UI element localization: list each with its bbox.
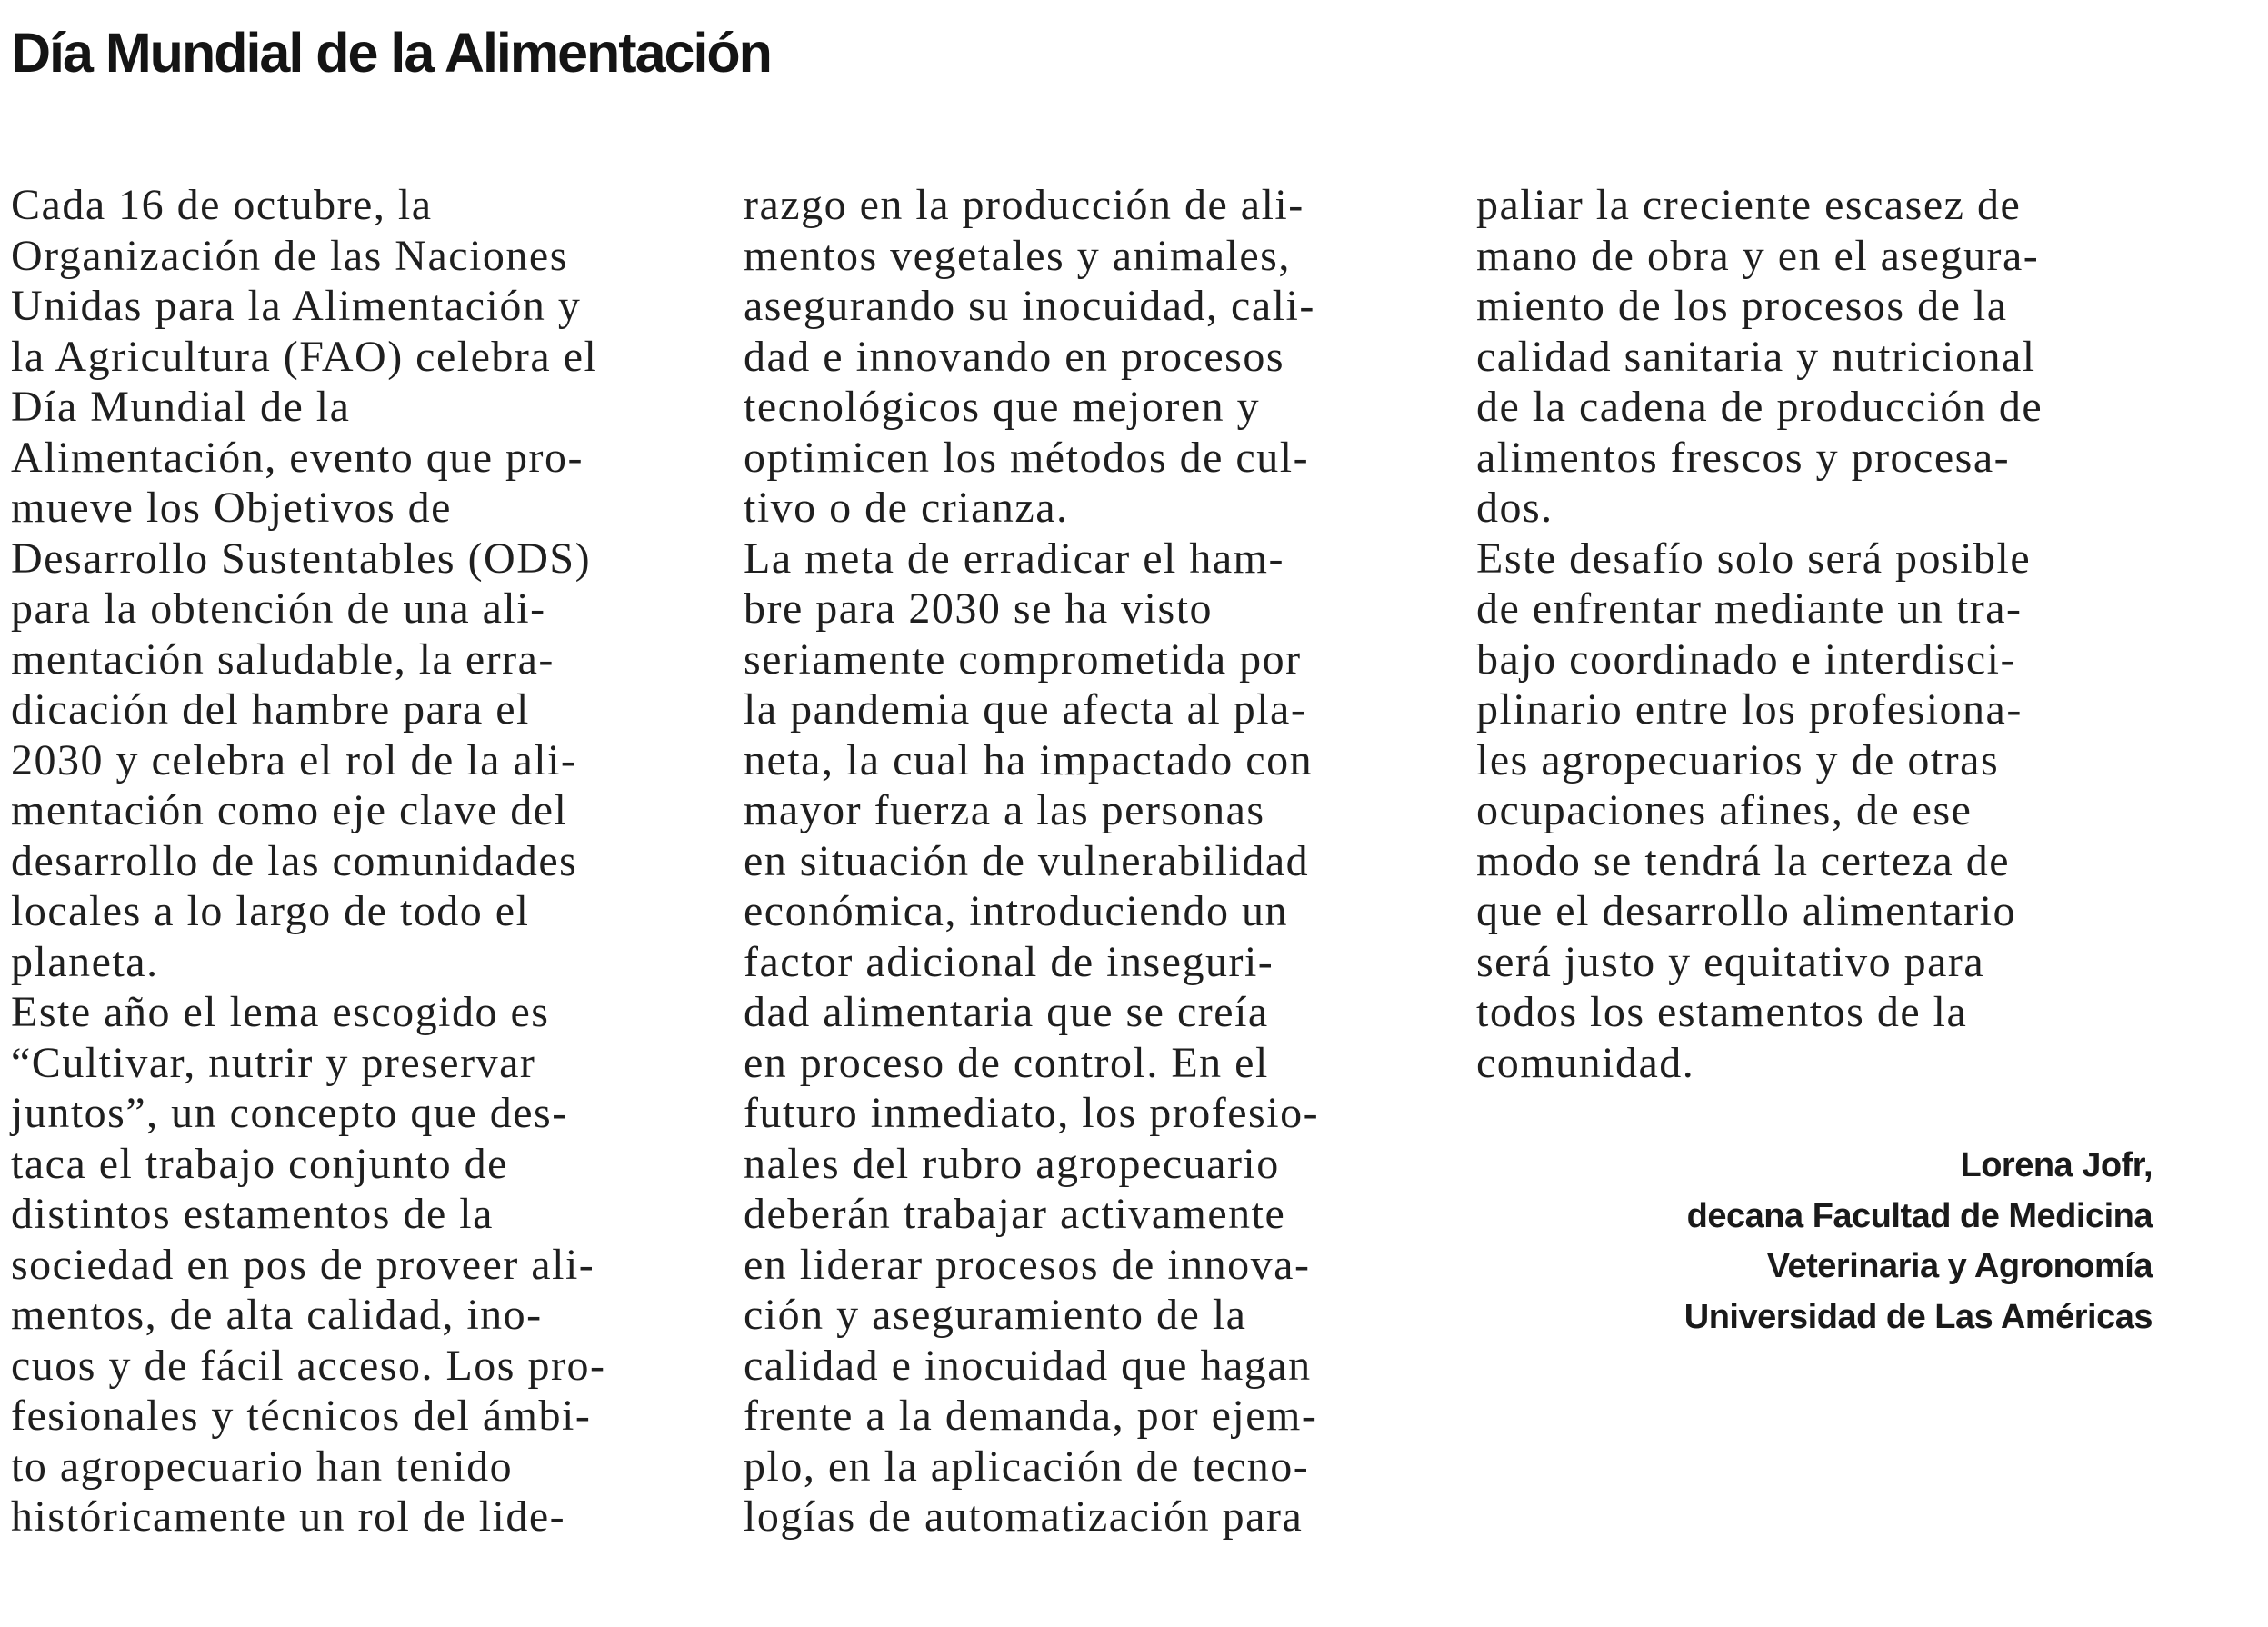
text-line: dicación del hambre para el: [11, 685, 530, 734]
text-line: Desarrollo Sustentables (ODS): [11, 534, 592, 583]
text-line: Unidas para la Alimentación y: [11, 282, 582, 330]
text-line: que el desarrollo alimentario: [1476, 887, 2016, 935]
text-line: razgo en la producción de ali-: [744, 181, 1304, 229]
text-line: Este año el lema escogido es: [11, 988, 550, 1036]
text-line: mentos, de alta calidad, ino-: [11, 1291, 543, 1339]
text-line: sociedad en pos de proveer ali-: [11, 1240, 595, 1289]
text-line: tivo o de crianza.: [744, 484, 1069, 532]
text-line: mentación como eje clave del: [11, 786, 568, 834]
text-line: todos los estamentos de la: [1476, 988, 1968, 1036]
author-name: Lorena Jofr,: [1960, 1146, 2153, 1184]
text-line: plo, en la aplicación de tecno-: [744, 1442, 1310, 1491]
text-line: bajo coordinado e interdisci-: [1476, 634, 2016, 684]
text-line: económica, introduciendo un: [744, 887, 1288, 935]
text-line: modo se tendrá la certeza de: [1476, 836, 2011, 885]
text-line: to agropecuario han tenido: [11, 1442, 514, 1491]
text-line: dad e innovando en procesos: [744, 332, 1285, 381]
text-line: factor adicional de inseguri-: [744, 937, 1274, 986]
author-title: Veterinaria y Agronomía: [1766, 1247, 2153, 1285]
text-line: distintos estamentos de la: [11, 1190, 494, 1238]
headline: Día Mundial de la Alimentación: [11, 22, 771, 84]
text-line: bre para 2030 se ha visto: [744, 584, 1214, 633]
text-line: futuro inmediato, los profesio-: [744, 1089, 1320, 1137]
text-line: Día Mundial de la: [11, 383, 351, 431]
text-line: juntos”, un concepto que des-: [11, 1089, 568, 1137]
text-line: de la cadena de producción de: [1476, 383, 2043, 431]
text-line: mentación saludable, la erra-: [11, 634, 555, 684]
author-signature: [1684, 1141, 2153, 1343]
text-line: dos.: [1476, 484, 1554, 532]
text-line: comunidad.: [1476, 1038, 1695, 1087]
text-line: la Agricultura (FAO) celebra el: [11, 332, 598, 381]
text-line: ocupaciones afines, de ese: [1476, 786, 1973, 834]
text-line: Organización de las Naciones: [11, 231, 568, 280]
text-line: ción y aseguramiento de la: [744, 1291, 1247, 1339]
text-line: en proceso de control. En el: [744, 1038, 1269, 1087]
text-line: mentos vegetales y animales,: [744, 231, 1291, 280]
text-line: desarrollo de las comunidades: [11, 836, 578, 885]
text-line: Alimentación, evento que pro-: [11, 433, 584, 482]
text-line: logías de automatización para: [744, 1492, 1304, 1541]
text-line: mueve los Objetivos de: [11, 484, 452, 532]
article-column-1: [11, 180, 711, 1542]
author-title: decana Facultad de Medicina: [1686, 1196, 2153, 1235]
text-line: 2030 y celebra el rol de la ali-: [11, 735, 577, 784]
text-line: Cada 16 de octubre, la: [11, 181, 433, 229]
text-line: dad alimentaria que se creía: [744, 988, 1269, 1036]
text-line: será justo y equitativo para: [1476, 937, 1985, 986]
article-column-2: [744, 180, 1444, 1542]
text-line: fesionales y técnicos del ámbi-: [11, 1392, 592, 1440]
text-line: seriamente comprometida por: [744, 634, 1302, 684]
text-line: les agropecuarios y de otras: [1476, 735, 2000, 784]
text-line: en situación de vulnerabilidad: [744, 836, 1310, 885]
text-line: de enfrentar mediante un tra-: [1476, 584, 2023, 633]
text-line: asegurando su inocuidad, cali-: [744, 282, 1315, 330]
text-line: planeta.: [11, 937, 159, 986]
text-line: mano de obra y en el asegura-: [1476, 231, 2040, 280]
text-line: calidad e inocuidad que hagan: [744, 1341, 1312, 1390]
text-line: paliar la creciente escasez de: [1476, 181, 2022, 229]
text-line: para la obtención de una ali-: [11, 584, 546, 633]
text-line: “Cultivar, nutrir y preservar: [11, 1038, 536, 1087]
text-line: nales del rubro agropecuario: [744, 1139, 1280, 1188]
text-line: La meta de erradicar el ham-: [744, 534, 1284, 583]
text-line: Este desafío solo será posible: [1476, 534, 2032, 583]
author-institution: Universidad de Las Américas: [1684, 1297, 2153, 1336]
text-line: optimicen los métodos de cul-: [744, 433, 1310, 482]
text-line: tecnológicos que mejoren y: [744, 383, 1261, 431]
text-line: en liderar procesos de innova-: [744, 1240, 1311, 1289]
text-line: alimentos frescos y procesa-: [1476, 433, 2011, 482]
text-line: cuos y de fácil acceso. Los pro-: [11, 1341, 606, 1390]
text-line: locales a lo largo de todo el: [11, 887, 530, 935]
text-line: miento de los procesos de la: [1476, 282, 2008, 330]
text-line: históricamente un rol de lide-: [11, 1492, 566, 1541]
text-line: plinario entre los profesiona-: [1476, 685, 2023, 734]
article-column-3: [1476, 180, 2176, 1088]
text-line: frente a la demanda, por ejem-: [744, 1392, 1318, 1440]
text-line: taca el trabajo conjunto de: [11, 1139, 508, 1188]
text-line: la pandemia que afecta al pla-: [744, 685, 1307, 734]
text-line: deberán trabajar activamente: [744, 1190, 1286, 1238]
text-line: mayor fuerza a las personas: [744, 786, 1265, 834]
text-line: neta, la cual ha impactado con: [744, 735, 1314, 784]
text-line: calidad sanitaria y nutricional: [1476, 332, 2036, 381]
